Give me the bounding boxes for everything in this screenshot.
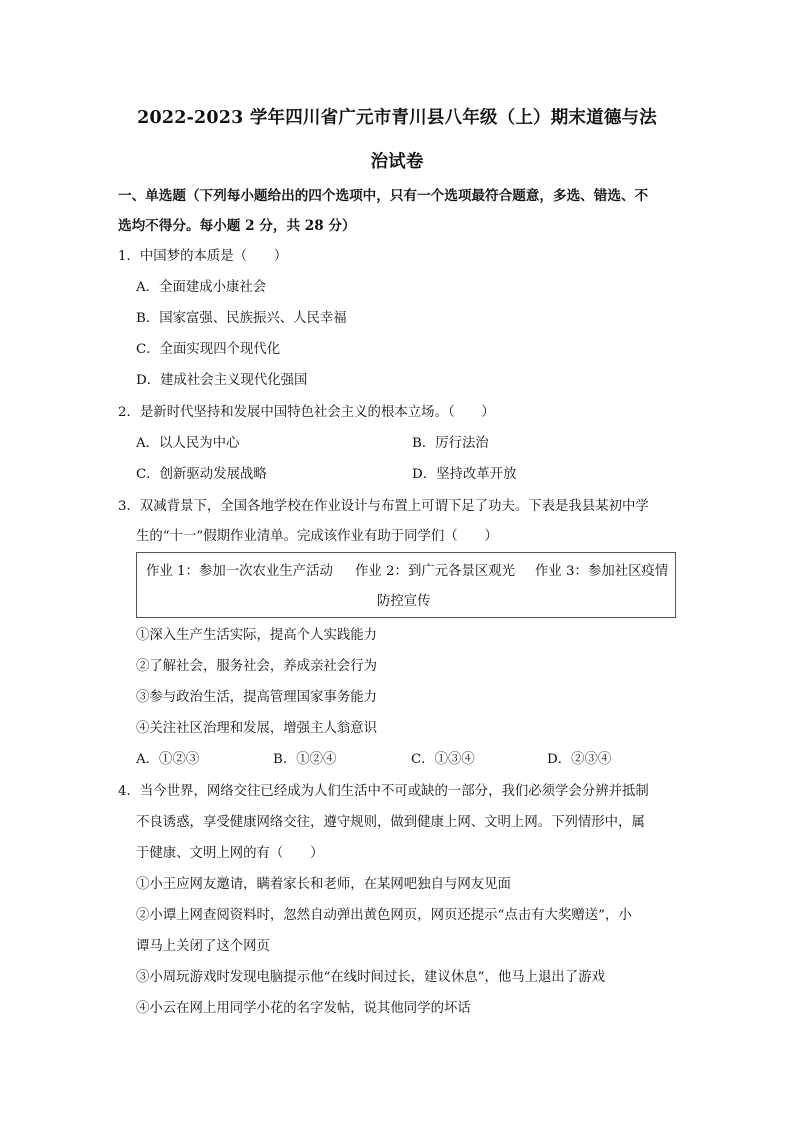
q4-item-1: ①小王应网友邀请，瞒着家长和老师，在某网吧独自与网友见面 (136, 877, 511, 892)
q2-option-a: A．以人民为中心 (136, 436, 240, 451)
q3-option-d: D．②③④ (547, 752, 612, 767)
q2-option-d: D．坚持改革开放 (412, 467, 517, 482)
q3-stem-line1: 3．双减背景下，全国各地学校在作业设计与布置上可谓下足了功夫。下表是我县某初中学 (118, 499, 649, 514)
homework-table (136, 552, 676, 618)
q3-item-2: ②了解社会，服务社会，养成亲社会行为 (136, 659, 378, 674)
q3-item-3: ③参与政治生活，提高管理国家事务能力 (136, 690, 378, 705)
q1-option-d: D．建成社会主义现代化强国 (136, 373, 308, 388)
exam-title-line1: 2022-2023 学年四川省广元市青川县八年级（上）期末道德与法 (137, 108, 657, 128)
q2-option-b: B．厉行法治 (412, 436, 489, 451)
q2-stem: 2．是新时代坚持和发展中国特色社会主义的根本立场。（ ） (118, 405, 495, 420)
q1-option-c: C．全面实现四个现代化 (136, 342, 281, 357)
section-heading-line1: 一、单选题（下列每小题给出的四个选项中，只有一个选项最符合题意，多选、错选、不 (118, 188, 649, 204)
q3-option-c: C．①③④ (411, 752, 475, 767)
q4-stem-line3: 于健康、文明上网的有（ ） (136, 846, 324, 861)
q3-option-b: B．①②④ (273, 752, 337, 767)
homework-item-2: 作业 2：到广元各景区观光 (355, 564, 516, 579)
q4-item-4: ④小云在网上用同学小花的名字发帖，说其他同学的坏话 (136, 1001, 471, 1016)
q4-item-3: ③小周玩游戏时发现电脑提示他“在线时间过长，建议休息”，他马上退出了游戏 (136, 970, 605, 985)
homework-item-3: 作业 3：参加社区疫情 (535, 564, 669, 579)
q4-stem-line2: 不良诱惑，享受健康网络交往，遵守规则，做到健康上网、文明上网。下列情形中，属 (136, 815, 645, 830)
q2-option-c: C．创新驱动发展战略 (136, 467, 267, 482)
exam-title-line2: 治试卷 (370, 152, 424, 172)
section-heading-line2: 选均不得分。每小题 2 分，共 28 分） (118, 218, 356, 234)
homework-item-1: 作业 1：参加一次农业生产活动 (146, 564, 333, 579)
q3-stem-line2: 生的“十一”假期作业清单。完成该作业有助于同学们（ ） (136, 529, 498, 544)
q4-item-2-line2: 谭马上关闭了这个网页 (136, 939, 270, 954)
q4-item-2-line1: ②小谭上网查阅资料时，忽然自动弹出黄色网页，网页还提示“点击有大奖赠送”，小 (136, 908, 632, 923)
q3-item-1: ①深入生产生活实际，提高个人实践能力 (136, 628, 378, 643)
q3-item-4: ④关注社区治理和发展，增强主人翁意识 (136, 721, 378, 736)
q1-option-a: A．全面建成小康社会 (136, 280, 267, 295)
q1-stem: 1．中国梦的本质是（ ） (118, 249, 288, 264)
homework-item-3-cont: 防控宣传 (377, 594, 431, 609)
q3-option-a: A．①②③ (136, 752, 200, 767)
q4-stem-line1: 4．当今世界，网络交往已经成为人们生活中不可或缺的一部分，我们必须学会分辨并抵制 (118, 784, 649, 799)
q1-option-b: B．国家富强、民族振兴、人民幸福 (136, 311, 347, 326)
